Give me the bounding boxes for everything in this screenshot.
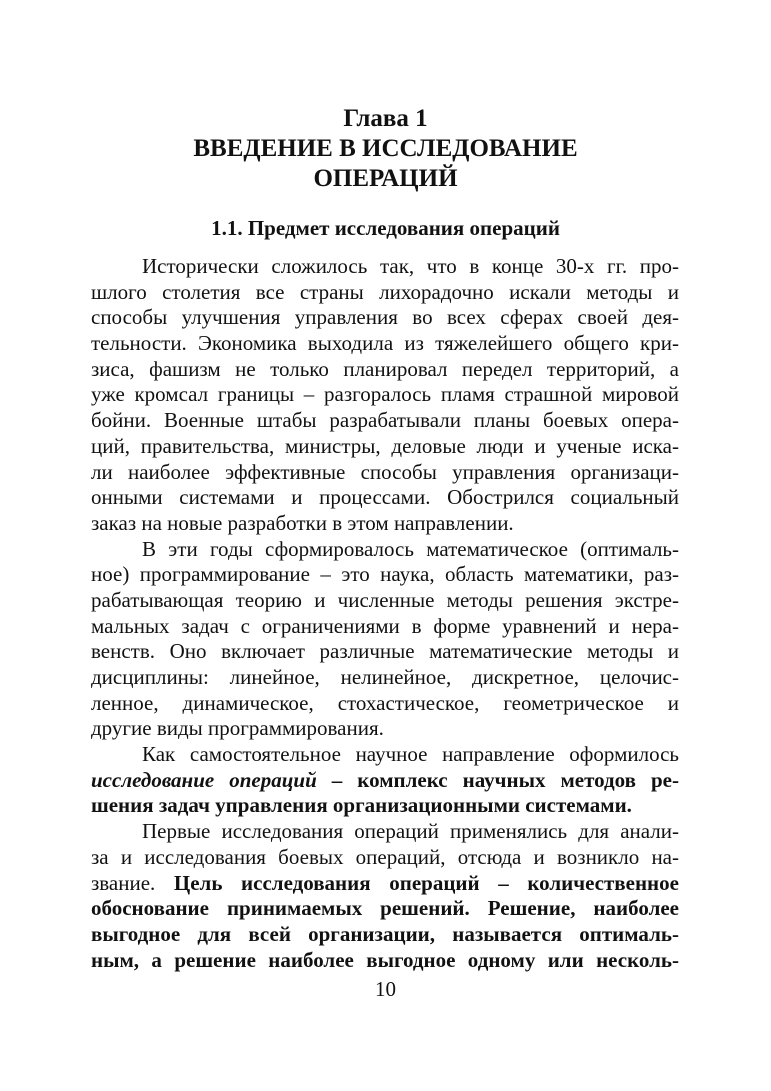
text-line: дисциплины: линейное, нелинейное, дискретное, целочис- bbox=[91, 665, 679, 689]
chapter-title-line-1: ВВЕДЕНИЕ В ИССЛЕДОВАНИЕ bbox=[193, 135, 578, 162]
bold-text: Цель исследования операций – количественное bbox=[173, 870, 679, 895]
paragraph-2 bbox=[91, 537, 679, 743]
text-line: онными системами и процессами. Обострился социальный bbox=[91, 485, 679, 510]
page-number: 10 bbox=[375, 977, 396, 1001]
text-line: рабатывающая теорию и численные методы решения экстре- bbox=[91, 587, 679, 612]
text-line: шлого столетия все страны лихорадочно искали методы и bbox=[91, 279, 679, 304]
text-line: зиса, фашизм не только планировал передел территорий, а bbox=[91, 356, 679, 381]
term-definition: исследование операций bbox=[91, 767, 317, 792]
text-line: Первые исследования операций применялись для анали- bbox=[142, 819, 679, 844]
text-line: выгодное для всей организации, называется оптималь- bbox=[91, 921, 679, 946]
text-line: другие виды программирования. bbox=[91, 716, 384, 741]
body-text bbox=[91, 254, 679, 973]
text-line bbox=[91, 768, 679, 794]
paragraph-3 bbox=[91, 742, 679, 819]
text-line: В эти годы сформировалось математическое (оптималь- bbox=[142, 536, 679, 561]
text-line: ций, правительства, министры, деловые люди и ученые иска- bbox=[91, 433, 679, 458]
text-line: венств. Оно включает различные математические методы и bbox=[91, 639, 679, 664]
section-title: 1.1. Предмет исследования операций bbox=[211, 216, 560, 240]
chapter-label: Глава 1 bbox=[343, 105, 428, 132]
text-line: бойни. Военные штабы разрабатывали планы боевых опера- bbox=[91, 408, 679, 433]
chapter-title-line-2: ОПЕРАЦИЙ bbox=[313, 165, 458, 192]
bold-text: – комплекс научных методов ре- bbox=[316, 767, 679, 792]
text-line: ное) программирование – это наука, область математики, раз- bbox=[91, 562, 679, 587]
text-line: Исторически сложилось так, что в конце 30-х гг. про- bbox=[142, 254, 679, 278]
paragraph-4 bbox=[91, 819, 679, 973]
text-line: за и исследования боевых операций, отсюда и возникло на- bbox=[91, 844, 679, 869]
text-line: обоснование принимаемых решений. Решение, наиболее bbox=[91, 896, 679, 921]
text-line: мальных задач с ограничениями в форме уравнений и нера- bbox=[91, 613, 679, 638]
text-line bbox=[91, 871, 679, 897]
text-line: шения задач управления организационными системами. bbox=[91, 793, 632, 818]
text-line: ным, а решение наиболее выгодное одному или несколь- bbox=[91, 947, 679, 972]
text-line: ленное, динамическое, стохастическое, геометрическое и bbox=[91, 690, 679, 715]
plain-text: звание. bbox=[91, 870, 174, 895]
text-line: ли наиболее эффективные способы управления организаци- bbox=[91, 459, 679, 484]
text-line: способы улучшения управления во всех сферах своей дея- bbox=[91, 305, 679, 330]
text-line: тельности. Экономика выходила из тяжелейшего общего кри- bbox=[91, 331, 679, 356]
text-line: уже кромсал границы – разгоралось пламя страшной мировой bbox=[91, 382, 679, 407]
text-line: заказ на новые разработки в этом направлении. bbox=[91, 510, 514, 535]
text-line: Как самостоятельное научное направление оформилось bbox=[142, 742, 679, 767]
paragraph-1 bbox=[91, 254, 679, 537]
